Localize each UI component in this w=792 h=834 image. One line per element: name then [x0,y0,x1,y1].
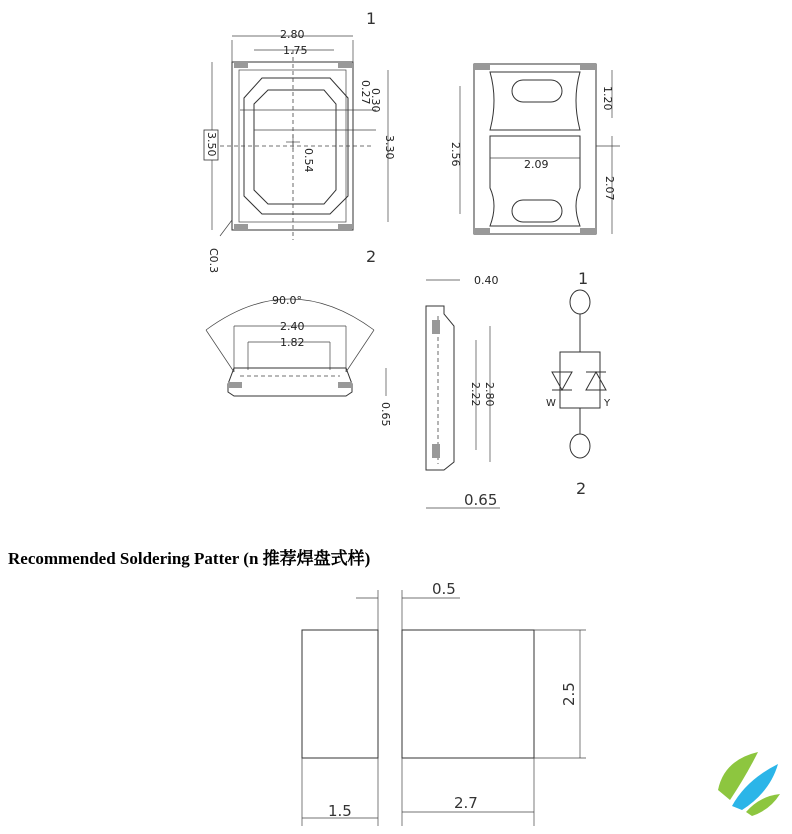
side-view-angle-label: 90.0° [272,294,302,307]
section-heading: Recommended Soldering Patter (n 推荐焊盘式样) [8,549,371,568]
end-view-outer-length-label: 2.80 [483,382,496,407]
soldering-pattern [302,580,586,826]
bottom-view-length-label: 2.56 [449,142,462,167]
top-view-inner-height-label: 3.30 [383,135,396,160]
end-view [426,274,500,509]
top-view-pad-tl [234,62,248,68]
top-view-center-offset-label: 0.54 [302,148,315,173]
schematic [546,269,611,498]
solder-pad-large [402,630,534,758]
schematic-pin-1: 1 [578,269,589,288]
bottom-view-bottom-pad-outline [490,136,580,226]
schematic-led-y-label: Y [604,398,611,409]
top-view-pin-2: 2 [366,247,377,266]
solder-gap-label: 0.5 [432,580,456,598]
bottom-view-bottom-slot [512,200,562,222]
side-view [206,294,392,427]
bottom-view-top-pad-outline [490,72,580,130]
solder-small-width-label: 1.5 [328,802,352,820]
top-view-gap-b-label: 0.27 [359,80,372,105]
side-view-inner-width-label: 1.82 [280,336,305,349]
schematic-led-w-label: W [546,398,556,409]
solder-height-label: 2.5 [560,682,578,706]
side-view-outer-width-label: 2.40 [280,320,305,333]
top-view-chamfer-label: C0.3 [207,248,220,274]
end-view-top-gap-label: 0.40 [474,274,499,287]
side-view-height-label: 0.65 [379,402,392,427]
top-view-pad-br [338,224,352,230]
bottom-view-body [474,64,596,234]
bottom-view [449,64,620,234]
schematic-led-y-icon [586,372,606,390]
brand-logo [718,752,780,816]
solder-pad-small [302,630,378,758]
top-view-height-label: 3.50 [205,132,218,157]
solder-large-width-label: 2.7 [454,794,478,812]
top-view-pad-bl [234,224,248,230]
schematic-led-w-icon [552,372,572,390]
end-view-inner-length-label: 2.22 [469,382,482,407]
top-view [204,9,396,273]
schematic-led-box [560,352,600,408]
top-view-pin-1: 1 [366,9,377,28]
top-view-pad-tr [338,62,352,68]
side-view-body [228,368,352,396]
bottom-view-pad-width-label: 2.09 [524,158,549,171]
top-view-lens-inner [254,90,336,204]
bottom-view-pad-height-label: 1.20 [601,86,614,111]
schematic-terminal-1 [570,290,590,314]
schematic-terminal-2 [570,434,590,458]
schematic-pin-2: 2 [576,479,587,498]
top-view-gap-a-label: 0.30 [369,88,382,113]
end-view-thickness-label: 0.65 [464,491,498,509]
top-view-width-label: 2.80 [280,28,305,41]
bottom-view-top-slot [512,80,562,102]
bottom-view-pad-length-label: 2.07 [603,176,616,201]
top-view-inner-width-label: 1.75 [283,44,308,57]
